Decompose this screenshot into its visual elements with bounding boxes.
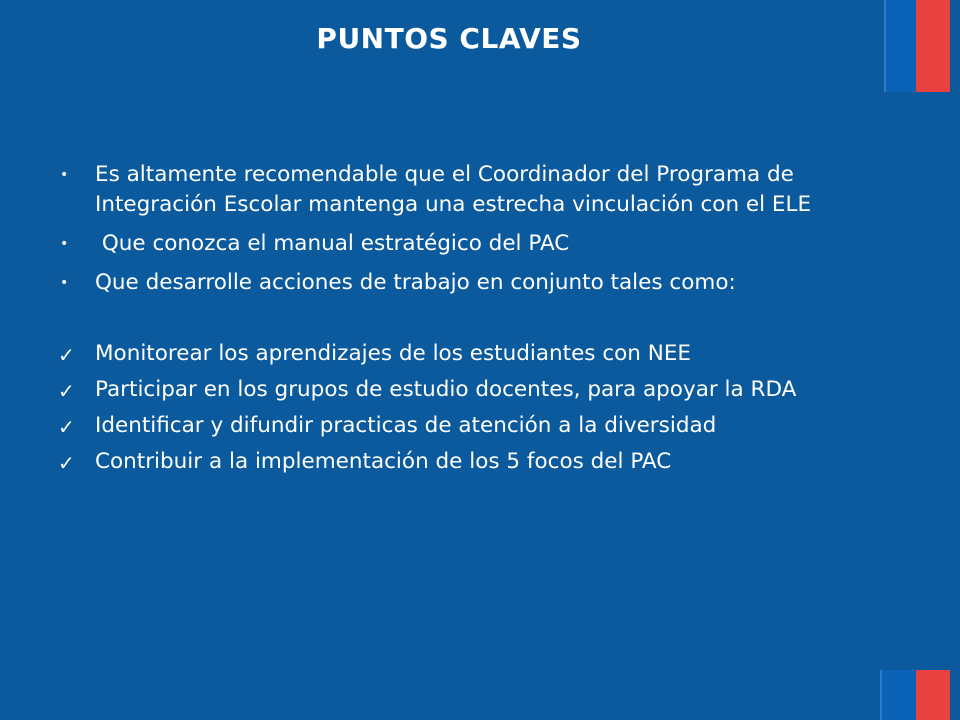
check-item-text: Monitorear los aprendizajes de los estudiantes con NEE [95, 341, 692, 366]
list-item-text: Es altamente recomendable que el Coordinador del Programa de Integración Escolar mantenga una estrecha vinculación con el ELE [95, 162, 812, 217]
check-item [58, 339, 878, 369]
bullet-list [58, 160, 878, 298]
bullet-dot-icon: • [60, 236, 69, 252]
flag-stripes-bottom [880, 670, 950, 720]
bullet-dot-icon: • [60, 275, 69, 291]
checkmark-icon: ✓ [58, 415, 75, 439]
flag-red-stripe [916, 0, 950, 92]
list-item [58, 268, 878, 298]
check-item-text: Contribuir a la implementación de los 5 focos del PAC [95, 449, 672, 474]
check-item-text: Participar en los grupos de estudio docentes, para apoyar la RDA [95, 377, 797, 402]
checklist [58, 339, 878, 477]
list-item-text: Que desarrolle acciones de trabajo en conjunto tales como: [95, 270, 736, 295]
slide-content [58, 160, 878, 483]
list-item-text: Que conozca el manual estratégico del PAC [95, 231, 570, 256]
checkmark-icon: ✓ [58, 451, 75, 475]
flag-blue-stripe [880, 670, 916, 720]
list-item [58, 229, 878, 259]
check-item-text: Identificar y difundir practicas de atención a la diversidad [95, 413, 717, 438]
spacer [58, 307, 878, 339]
bullet-dot-icon: • [60, 167, 69, 183]
checkmark-icon: ✓ [58, 379, 75, 403]
flag-stripes-top [884, 0, 950, 92]
check-item [58, 411, 878, 441]
slide-title: PUNTOS CLAVES [316, 22, 582, 55]
list-item [58, 160, 878, 220]
check-item [58, 447, 878, 477]
check-item [58, 375, 878, 405]
flag-red-stripe [916, 670, 950, 720]
checkmark-icon: ✓ [58, 343, 75, 367]
flag-blue-stripe [884, 0, 916, 92]
